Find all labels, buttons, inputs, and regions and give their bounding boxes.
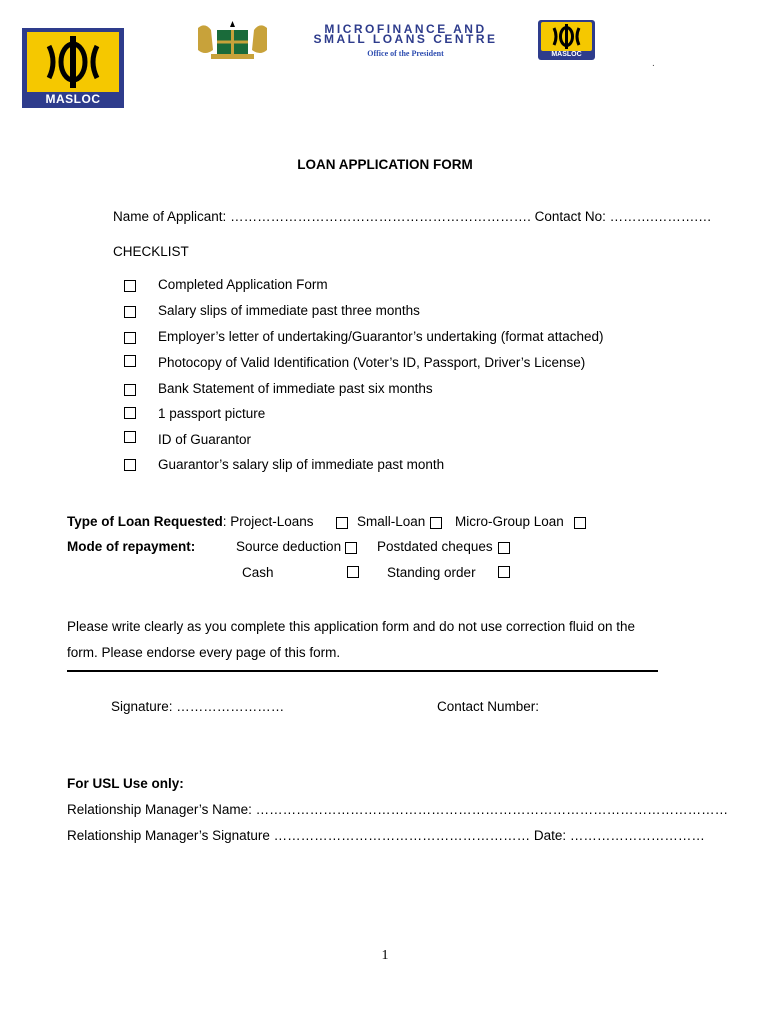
source-deduction-checkbox[interactable]: [345, 542, 357, 554]
checklist-item: Guarantor’s salary slip of immediate past month: [158, 457, 445, 472]
org-line-1: MICROFINANCE AND: [324, 22, 487, 36]
corner-mark: .: [652, 58, 655, 69]
repayment-label-text: Mode of repayment:: [67, 539, 196, 554]
checklist-checkbox[interactable]: [124, 384, 136, 396]
checklist-item: Bank Statement of immediate past six months: [158, 381, 433, 396]
cash-checkbox[interactable]: [347, 566, 359, 578]
page-number: 1: [381, 948, 389, 963]
postdated-cheques-label: Postdated cheques: [377, 539, 493, 554]
loan-type-label: Type of Loan Requested: [67, 514, 223, 529]
micro-group-loan-label: Micro-Group Loan: [455, 514, 564, 529]
small-loan-checkbox[interactable]: [430, 517, 442, 529]
checklist-item: 1 passport picture: [158, 406, 266, 421]
checklist-item: Employer’s letter of undertaking/Guarantor’s undertaking (format attached): [158, 329, 604, 344]
checklist-checkbox[interactable]: [124, 431, 136, 443]
checklist-checkbox[interactable]: [124, 459, 136, 471]
logo-text: MASLOC: [551, 51, 582, 58]
checklist-title: CHECKLIST: [113, 244, 189, 259]
checklist-checkbox[interactable]: [124, 280, 136, 292]
checklist-item: ID of Guarantor: [158, 432, 252, 447]
checklist-item: Completed Application Form: [158, 277, 328, 292]
divider: [67, 670, 658, 672]
logo-text: MASLOC: [45, 92, 101, 106]
cash-label: Cash: [242, 565, 274, 580]
checklist-checkbox[interactable]: [124, 407, 136, 419]
loan-type-project-label: : Project-Loans: [222, 514, 314, 529]
masloc-logo-left: [22, 28, 124, 108]
project-loan-checkbox[interactable]: [336, 517, 348, 529]
small-loan-label: Small-Loan: [357, 514, 426, 529]
applicant-name-field[interactable]: Name of Applicant: …………………………………………………………. Contact No: ……….……….…: [113, 209, 712, 224]
instructions-line-2: form. Please endorse every page of this form.: [67, 645, 341, 660]
standing-order-checkbox[interactable]: [498, 566, 510, 578]
coat-of-arms-icon: [195, 20, 270, 60]
instructions-line-1: Please write clearly as you complete this application form and do not use correction fluid on the: [67, 619, 636, 634]
checklist-checkbox[interactable]: [124, 355, 136, 367]
relationship-manager-name-field[interactable]: Relationship Manager’s Name: ……………………………………………………………………………………………: [67, 802, 729, 817]
loan-type-row: [67, 514, 314, 529]
masloc-logo-right: [538, 20, 595, 60]
relationship-manager-signature-field[interactable]: Relationship Manager’s Signature ………………………………………………… Date: …………………………: [67, 828, 705, 843]
org-subtitle: Office of the President: [367, 49, 444, 58]
source-deduction-label: Source deduction: [236, 539, 342, 554]
checklist-item: Salary slips of immediate past three months: [158, 303, 420, 318]
checklist-checkbox[interactable]: [124, 332, 136, 344]
org-line-2: SMALL LOANS CENTRE: [313, 32, 498, 46]
organization-name: [283, 24, 528, 58]
repayment-label: [67, 539, 195, 554]
signature-field[interactable]: Signature: ……………………: [111, 699, 285, 714]
standing-order-label: Standing order: [387, 565, 476, 580]
adinkra-symbol-icon: [27, 32, 119, 92]
usl-title-text: For USL Use only:: [67, 776, 184, 791]
checklist-item: Photocopy of Valid Identification (Voter’s ID, Passport, Driver’s License): [158, 355, 586, 370]
adinkra-symbol-icon: [541, 22, 592, 51]
postdated-cheques-checkbox[interactable]: [498, 542, 510, 554]
form-title: LOAN APPLICATION FORM: [297, 157, 473, 172]
checklist-checkbox[interactable]: [124, 306, 136, 318]
micro-group-loan-checkbox[interactable]: [574, 517, 586, 529]
contact-number-field[interactable]: Contact Number:: [437, 699, 540, 714]
usl-section-title: [67, 776, 184, 791]
